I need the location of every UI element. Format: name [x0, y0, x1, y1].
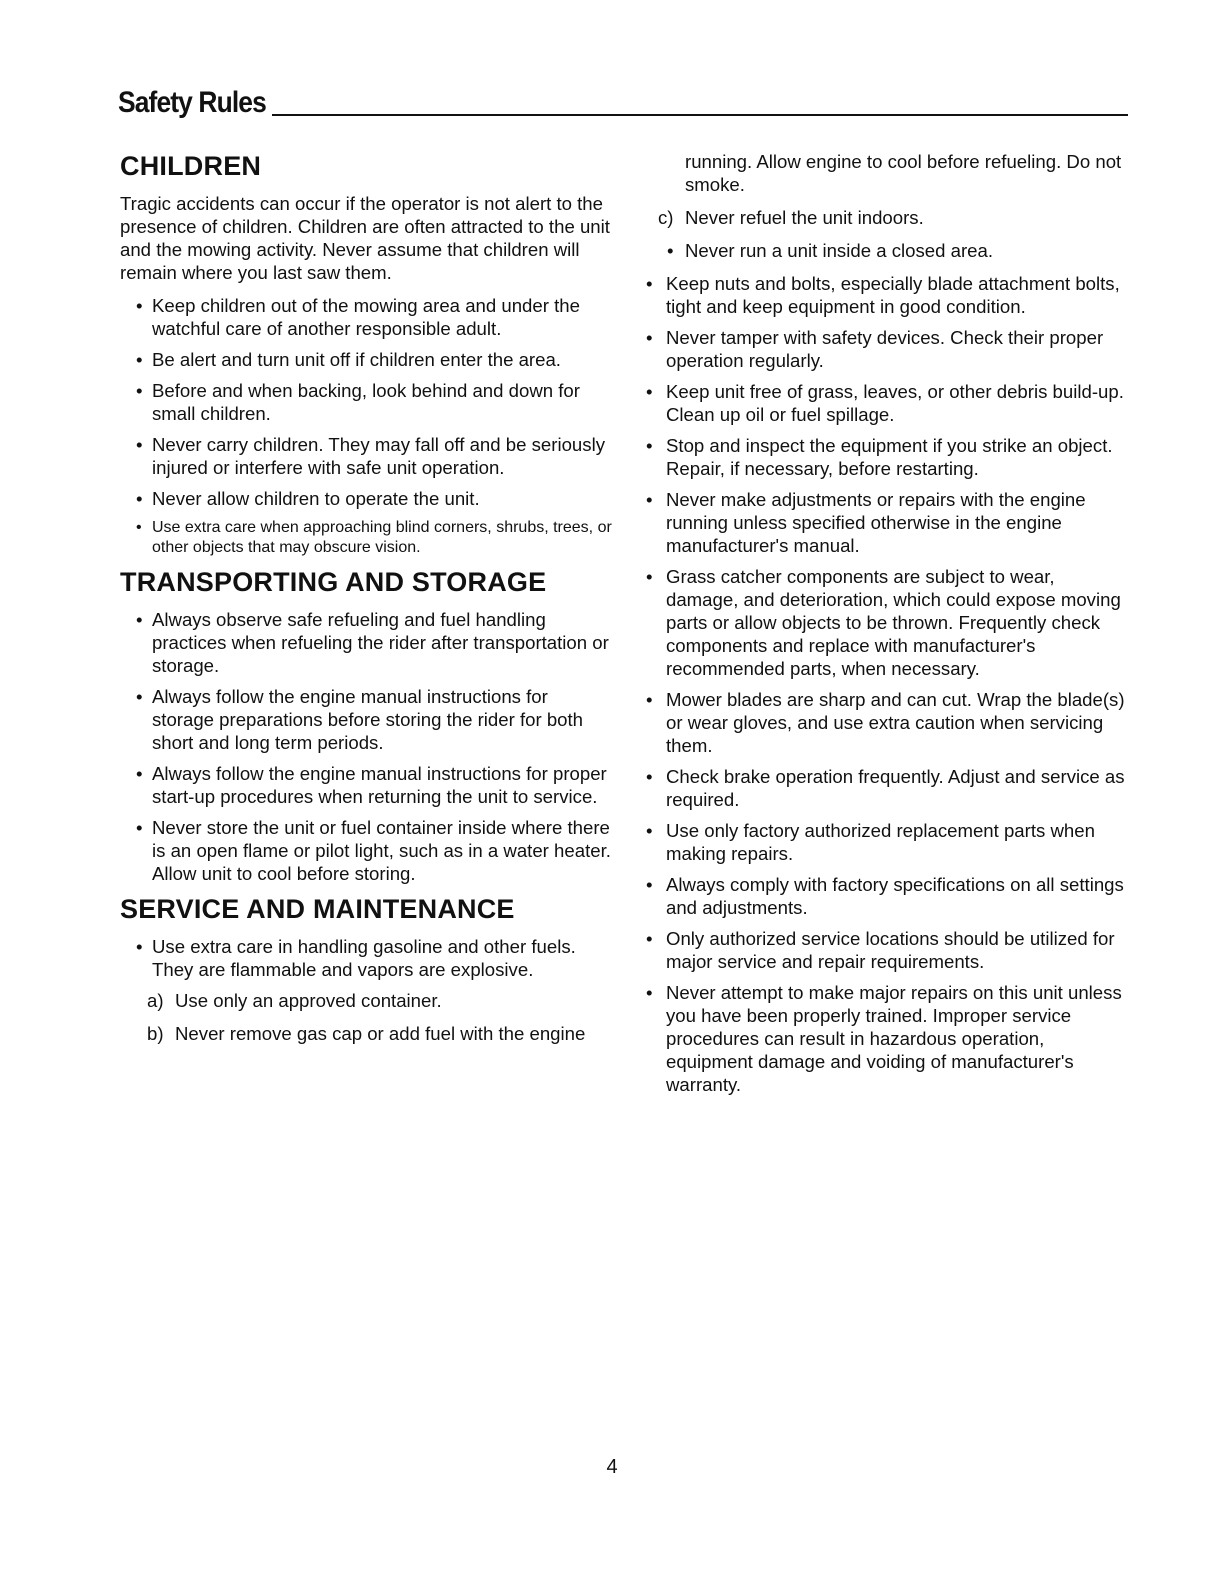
- list-item: • Always follow the engine manual instructions for proper start-up procedures when returning the unit to service.: [120, 762, 615, 808]
- list-item: • Never make adjustments or repairs with the engine running unless specified otherwise in the engine manufacturer's manual.: [640, 488, 1130, 557]
- list-item: • Keep nuts and bolts, especially blade attachment bolts, tight and keep equipment in good condition.: [640, 272, 1130, 318]
- list-item: • Keep children out of the mowing area and under the watchful care of another responsible adult.: [120, 294, 615, 340]
- list-item: • Check brake operation frequently. Adjust and service as required.: [640, 765, 1130, 811]
- sub-item-text: Use only an approved container.: [175, 990, 442, 1011]
- sub-item-marker: a): [147, 990, 164, 1011]
- page-header: [118, 88, 1128, 118]
- list-item: • Stop and inspect the equipment if you strike an object. Repair, if necessary, before restarting.: [640, 434, 1130, 480]
- sub-item-text: Never refuel the unit indoors.: [685, 207, 924, 228]
- sub-item-marker: c): [658, 207, 674, 228]
- list-item: • Use extra care when approaching blind corners, shrubs, trees, or other objects that may obscure vision.: [120, 518, 615, 558]
- list-item: • Grass catcher components are subject to wear, damage, and deterioration, which could expose moving parts or allow objects to be thrown. Frequently check components and replace with manufacturer's recommended parts, when necessary.: [640, 565, 1130, 680]
- sub-item-text: Never remove gas cap or add fuel with the engine: [175, 1023, 586, 1044]
- left-column: [120, 150, 615, 1055]
- sub-item-marker: b): [147, 1023, 164, 1044]
- list-item: • Before and when backing, look behind and down for small children.: [120, 379, 615, 425]
- transporting-heading: TRANSPORTING AND STORAGE: [120, 567, 547, 597]
- service-intro-list: [120, 935, 615, 981]
- list-item: • Never allow children to operate the unit.: [120, 487, 615, 510]
- children-list: [120, 294, 615, 558]
- list-item: • Never carry children. They may fall off and be seriously injured or interfere with safe unit operation.: [120, 433, 615, 479]
- list-item: • Be alert and turn unit off if children enter the area.: [120, 348, 615, 371]
- title-rule: [272, 114, 1128, 116]
- list-item: • Only authorized service locations should be utilized for major service and repair requirements.: [640, 927, 1130, 973]
- sub-item-b: [120, 1022, 615, 1045]
- list-item: • Always observe safe refueling and fuel handling practices when refueling the rider after transportation or storage.: [120, 608, 615, 677]
- sub-item-a: [120, 989, 615, 1012]
- list-item: • Always follow the engine manual instructions for storage preparations before storing the rider for both short and long term periods.: [120, 685, 615, 754]
- page-number: 4: [606, 1456, 618, 1478]
- list-item: • Mower blades are sharp and can cut. Wrap the blade(s) or wear gloves, and use extra caution when servicing them.: [640, 688, 1130, 757]
- list-item: • Always comply with factory specifications on all settings and adjustments.: [640, 873, 1130, 919]
- service-list: [640, 272, 1130, 1096]
- list-item: • Use extra care in handling gasoline and other fuels. They are flammable and vapors are explosive.: [120, 935, 615, 981]
- list-item: • Use only factory authorized replacement parts when making repairs.: [640, 819, 1130, 865]
- page-title: Safety Rules: [118, 86, 266, 119]
- continued-text: running. Allow engine to cool before refueling. Do not smoke.: [685, 151, 1122, 195]
- right-column: [640, 150, 1130, 1104]
- list-item: • Never attempt to make major repairs on this unit unless you have been properly trained. Improper service procedures can result in hazardous operation, equipment damage and voiding of manufacturer's warranty.: [640, 981, 1130, 1096]
- children-heading: CHILDREN: [120, 151, 262, 181]
- service-heading: SERVICE AND MAINTENANCE: [120, 894, 515, 924]
- list-item: • Keep unit free of grass, leaves, or other debris build-up. Clean up oil or fuel spillage.: [640, 380, 1130, 426]
- transporting-list: [120, 608, 615, 885]
- children-intro: Tragic accidents can occur if the operator is not alert to the presence of children. Children are often attracted to the unit and the mowing activity. Never assume that children will remain where you last saw them.: [120, 193, 610, 283]
- list-item: • Never tamper with safety devices. Check their proper operation regularly.: [640, 326, 1130, 372]
- sub-bullet: • Never run a unit inside a closed area.: [640, 239, 1130, 262]
- list-item: • Never store the unit or fuel container inside where there is an open flame or pilot light, such as in a water heater. Allow unit to cool before storing.: [120, 816, 615, 885]
- sub-item-c: [640, 206, 1130, 229]
